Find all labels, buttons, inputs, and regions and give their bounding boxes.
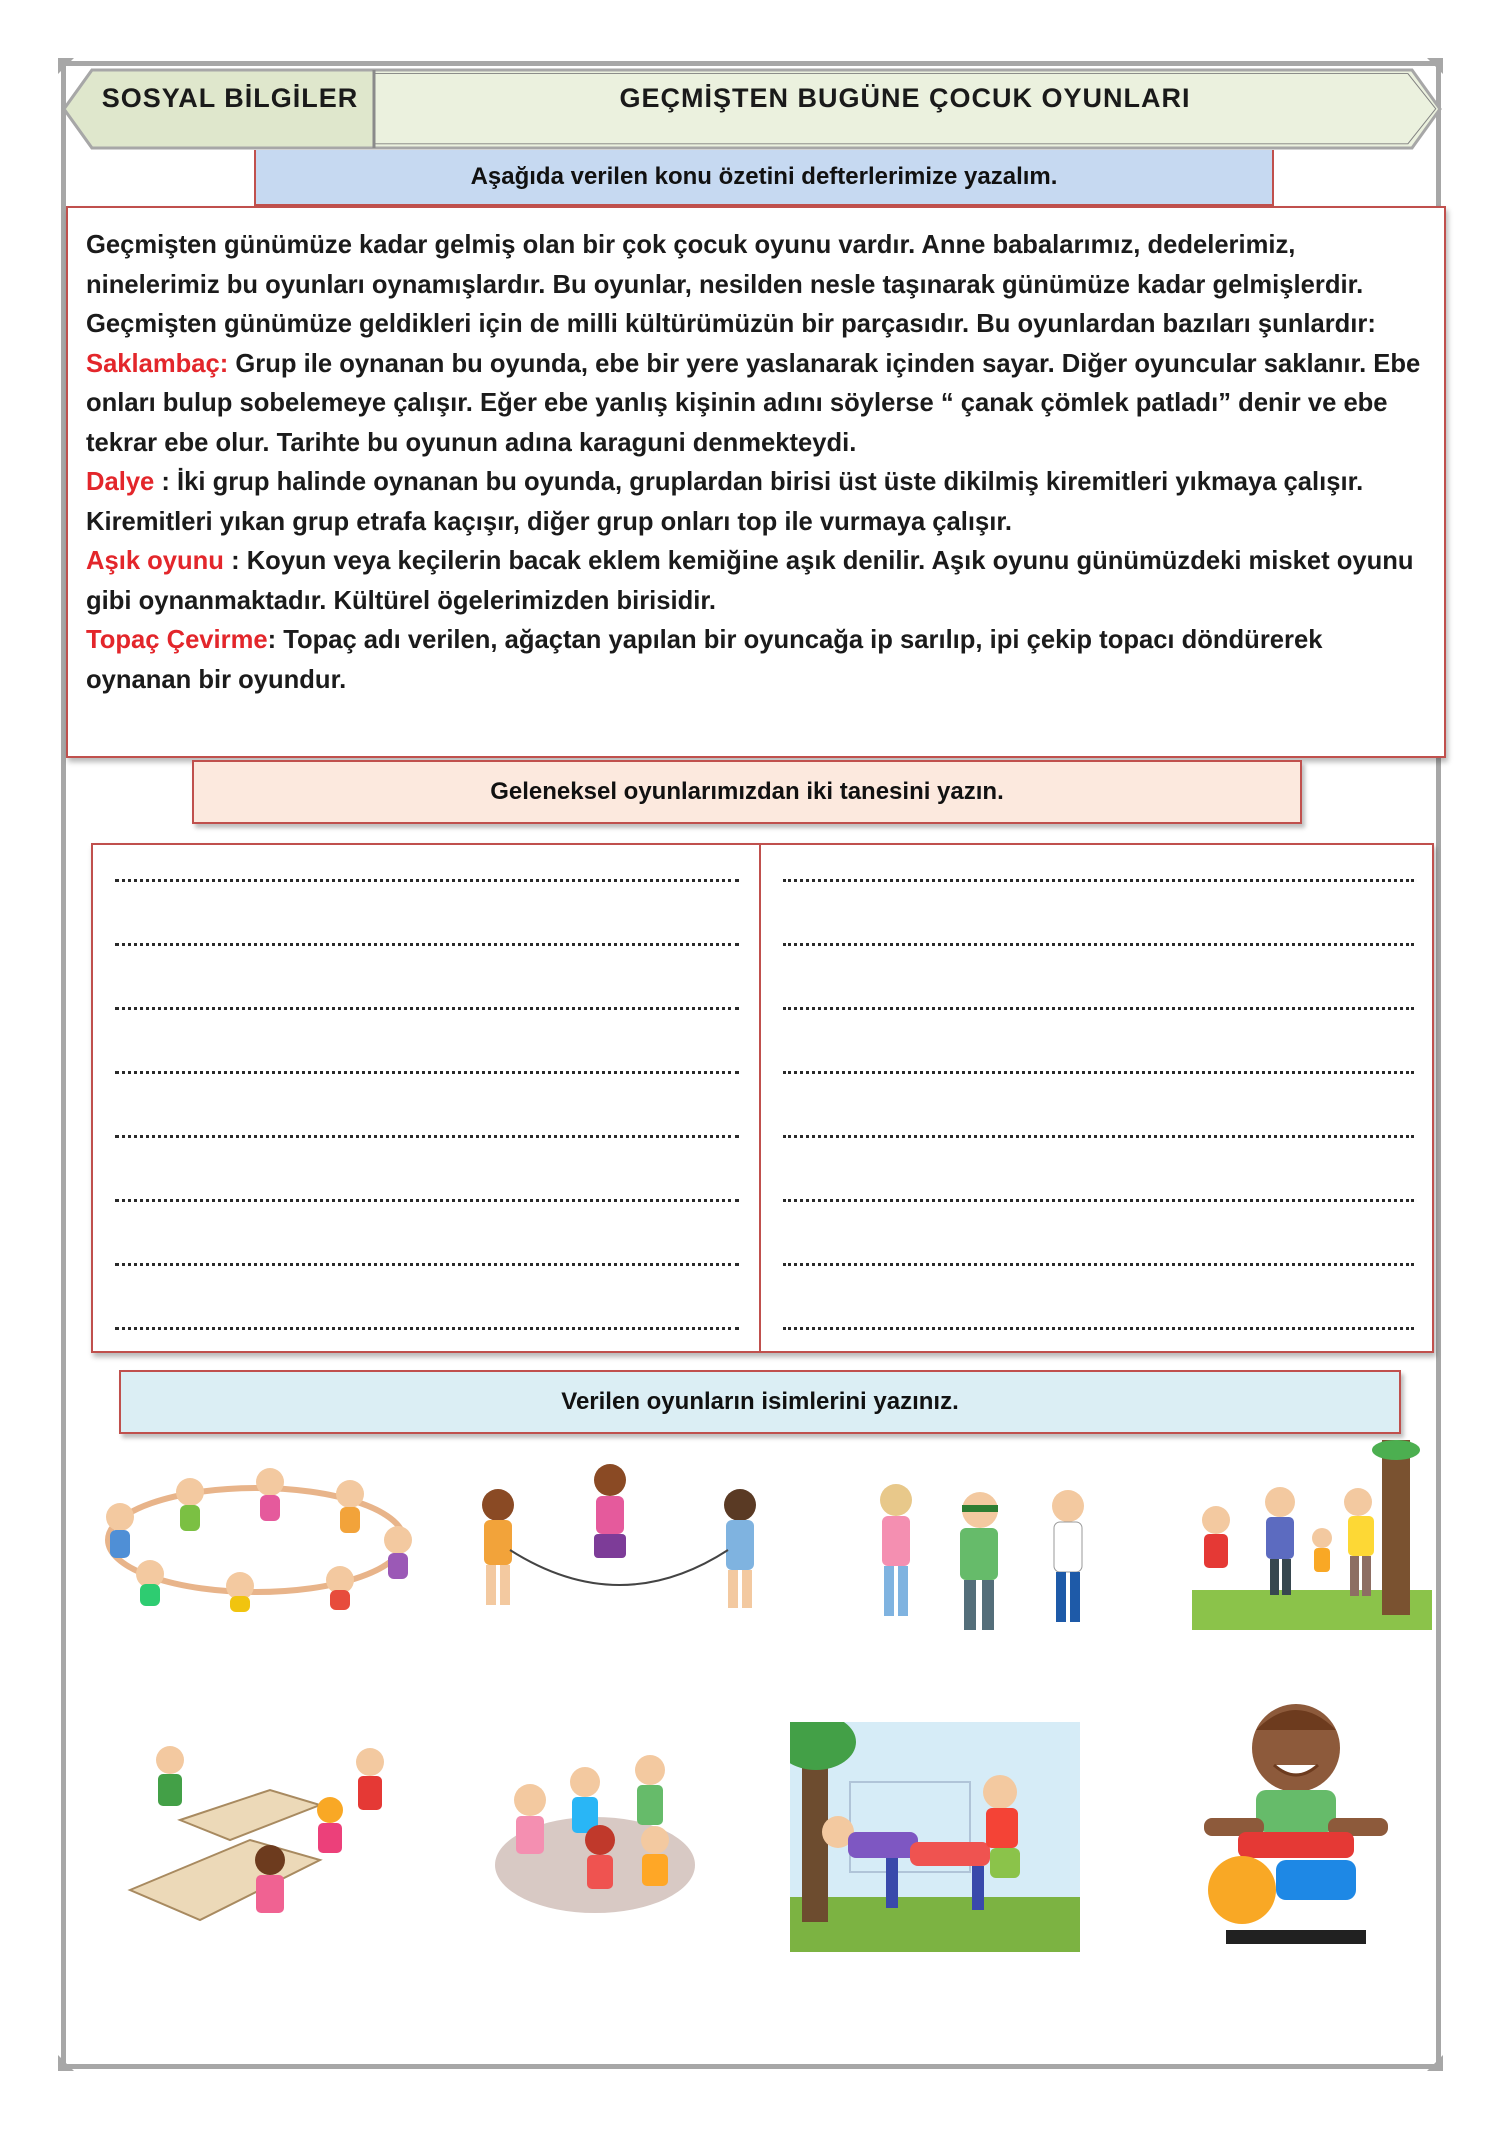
answer-line[interactable] bbox=[783, 943, 1414, 946]
game-description: : Topaç adı verilen, ağaçtan yapılan bir oyuncağa ip sarılıp, ipi çekip topacı döndürerek oynanan bir oyundur. bbox=[86, 626, 1323, 694]
blindfold-game-illustration bbox=[860, 1470, 1120, 1640]
answer-box bbox=[91, 843, 1434, 1353]
jump-rope-illustration bbox=[470, 1450, 770, 1630]
game-term: Saklambaç: bbox=[86, 349, 229, 378]
answer-line[interactable] bbox=[115, 1007, 739, 1010]
frame-corner bbox=[1427, 2055, 1443, 2071]
page-title: GEÇMİŞTEN BUGÜNE ÇOCUK OYUNLARI bbox=[619, 83, 1191, 113]
leapfrog-tree-illustration bbox=[790, 1722, 1080, 1952]
answer-line[interactable] bbox=[783, 1327, 1414, 1330]
game-description: Grup ile oynanan bu oyunda, ebe bir yere yaslanarak içinden sayar. Diğer oyuncular saklanır. Ebe onları bulup sobelemeye çalışır. Eğer ebe yanlış kişinin adını söylerse “ çanak çömlek patladı” denir ve ebe tekrar ebe olur. Tarihte bu oyunun adına karaguni denmekteydi. bbox=[86, 349, 1421, 457]
answer-line[interactable] bbox=[115, 943, 739, 946]
game-description: : İki grup halinde oynanan bu oyunda, gruplardan birisi üst üste dikilmiş kiremitleri yıkmaya çalışır. Kiremitleri yıkan grup etrafa kaçışır, diğer grup onları top ile vurmaya çalışır. bbox=[86, 468, 1364, 536]
game-term: Aşık oyunu bbox=[86, 547, 224, 575]
game-description: : Koyun veya keçilerin bacak eklem kemiğine aşık denilir. Aşık oyunu günümüzdeki misket oyunu gibi oynanmaktadır. Kültürel ögelerimizden birisidir. bbox=[86, 547, 1414, 615]
answer-line[interactable] bbox=[115, 1135, 739, 1138]
answer-line[interactable] bbox=[783, 1135, 1414, 1138]
children-group-game-illustration bbox=[490, 1740, 710, 1920]
hide-and-seek-illustration bbox=[1192, 1440, 1432, 1630]
answer-line[interactable] bbox=[115, 1327, 739, 1330]
frame-corner bbox=[58, 2055, 74, 2071]
instruction-banner-game-names: Verilen oyunların isimlerini yazınız. bbox=[119, 1370, 1401, 1434]
game-saklambac bbox=[86, 345, 1428, 464]
instruction-banner-summary: Aşağıda verilen konu özetini defterlerimize yazalım. bbox=[254, 150, 1274, 206]
subject-label: SOSYAL BİLGİLER bbox=[101, 83, 359, 113]
answer-line[interactable] bbox=[783, 1263, 1414, 1266]
answer-line[interactable] bbox=[115, 1199, 739, 1202]
game-term: Topaç Çevirme bbox=[86, 626, 268, 654]
game-term: Dalye bbox=[86, 468, 155, 496]
answer-line[interactable] bbox=[115, 1263, 739, 1266]
instruction-banner-traditional-games: Geleneksel oyunlarımızdan iki tanesini yazın. bbox=[192, 760, 1302, 824]
summary-box bbox=[66, 206, 1446, 758]
game-asik-oyunu bbox=[86, 542, 1428, 621]
answer-line[interactable] bbox=[783, 1007, 1414, 1010]
answer-line[interactable] bbox=[783, 879, 1414, 882]
answer-line[interactable] bbox=[783, 1199, 1414, 1202]
answer-line[interactable] bbox=[115, 879, 739, 882]
game-topac-cevirme bbox=[86, 621, 1428, 700]
hopscotch-illustration bbox=[120, 1740, 400, 1930]
answer-column-left bbox=[93, 845, 761, 1351]
answer-column-right bbox=[761, 845, 1434, 1351]
game-dalye bbox=[86, 463, 1428, 542]
summary-intro: Geçmişten günümüze kadar gelmiş olan bir çok çocuk oyunu vardır. Anne babalarımız, dedelerimiz, ninelerimiz bu oyunları oynamışlardır. Bu oyunlar, nesilden nesle taşınarak günümüze kadar gelmişlerdir. Geçmişten günümüze geldikleri için de milli kültürümüzün bir parçasıdır. Bu oyunlardan bazıları şunlardır: bbox=[86, 231, 1376, 338]
answer-line[interactable] bbox=[783, 1071, 1414, 1074]
boy-leapfrog-illustration bbox=[1186, 1690, 1406, 1960]
answer-line[interactable] bbox=[115, 1071, 739, 1074]
children-circle-dance-illustration bbox=[80, 1462, 432, 1612]
